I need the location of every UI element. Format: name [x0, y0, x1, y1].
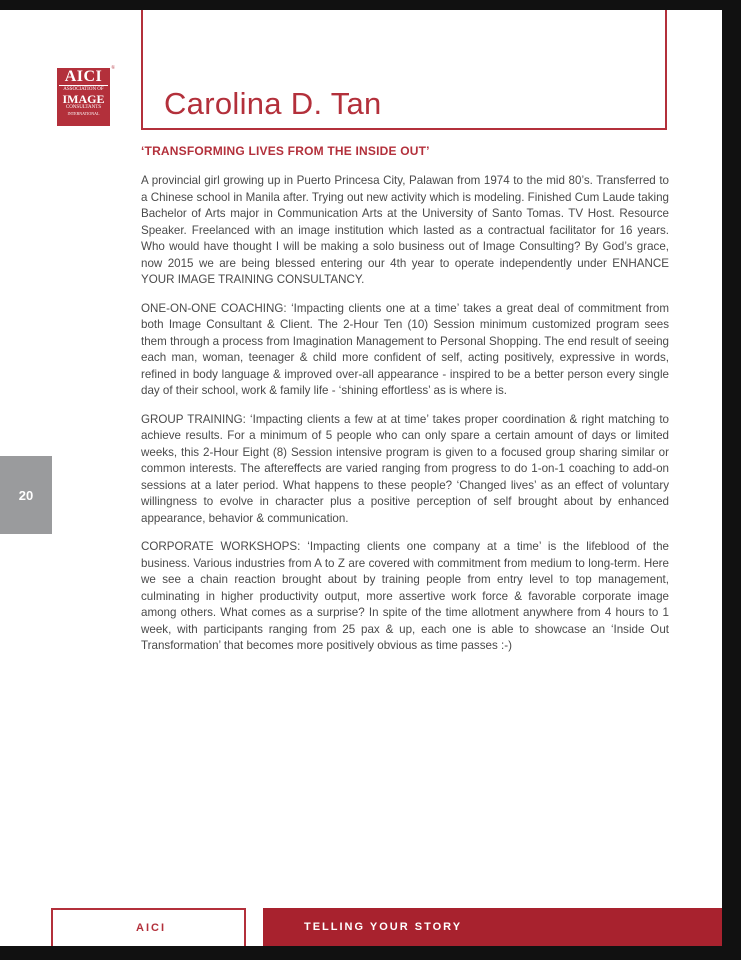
tagline-heading: ‘TRANSFORMING LIVES FROM THE INSIDE OUT’ [141, 144, 430, 158]
paragraph-intro: A provincial girl growing up in Puerto Princesa City, Palawan from 1974 to the mid 80’s. Transferred to a Chinese school in Manila after. Trying out new activity which is modeling. Finished Cum Laude taking Bachelor of Arts major in Communication Arts at the University of Santo Tomas. TV Host. Resource Speaker. Freelanced with an image institution which lasted as a contractual facilitator for 16 years. Who would have thought I will be making a solo business out of Image Consulting? By God’s grace, now 2015 we are being blessed entering our 4th year to operate independently under ENHANCE YOUR IMAGE TRAINING CONSULTANCY. [141, 174, 669, 286]
footer-bar [263, 908, 722, 946]
page-number-tab [0, 456, 52, 534]
article-body [141, 173, 669, 667]
aici-logo [57, 66, 115, 126]
footer-tagline: TELLING YOUR STORY [304, 921, 463, 933]
logo-international: INTERNATIONAL [67, 111, 100, 116]
paragraph-corporate-workshops: CORPORATE WORKSHOPS: ‘Impacting clients one company at a time’ is the lifeblood of the business. Various industries from A to Z are covered with commitment from medium to long-term. Here we see a chain reaction brought about by training people from entry level to top management, culminating in higher productivity output, more assertive work force & favorable corporate image among others. What comes as a surprise? In spite of the time allotment anywhere from 4 hours to 1 week, with participants ranging from 25 pax & up, each one is able to showcase an ‘Inside Out Transformation’ that becomes more positively obvious as time passes :-) [141, 540, 669, 652]
paragraph-group-training: GROUP TRAINING: ‘Impacting clients a few at at time’ takes proper coordination & right matching to achieve results. For a minimum of 5 people who can only spare a certain amount of days or limited weeks, this 2-Hour Eight (8) Session intensive program is given to a focused group sharing similar or common interests. The aftereffects are varied ranging from progress to do 1-on-1 coaching to add-on sessions at a later period. What happens to these people? ‘Changed lives’ as an effect of voluntary willingness to evolve in character plus a positive perception of self brought about by enhanced appearance, behavior & communication. [141, 412, 669, 525]
page-number: 20 [18, 487, 34, 503]
header-frame [141, 10, 667, 130]
logo-image: IMAGE [62, 92, 105, 106]
registered-mark: ® [111, 66, 115, 71]
footer-aici-label: AICI [136, 922, 166, 934]
footer-aici-box [51, 908, 246, 946]
logo-consultants: CONSULTANTS [65, 105, 102, 110]
logo-aici: AICI [59, 69, 108, 86]
paragraph-one-on-one-coaching: ONE-ON-ONE COACHING: ‘Impacting clients one at a time’ takes a great deal of commitment from both Image Consultant & Client. The 2-Hour Ten (10) Session minimum customized program sees them through a process from Imagination Management to Personal Shopping. The end result of seeing each man, woman, teenager & child more confident of self, acting positively, expressive in words, refined in body language & improved over-all appearance - inspired to be a better person every single day of their school, work & family life - ‘shining effortless’ as is where is. [141, 301, 669, 397]
logo-association-of: ASSOCIATION OF [63, 87, 104, 92]
page-title: Carolina D. Tan [164, 86, 382, 121]
page [0, 10, 722, 946]
